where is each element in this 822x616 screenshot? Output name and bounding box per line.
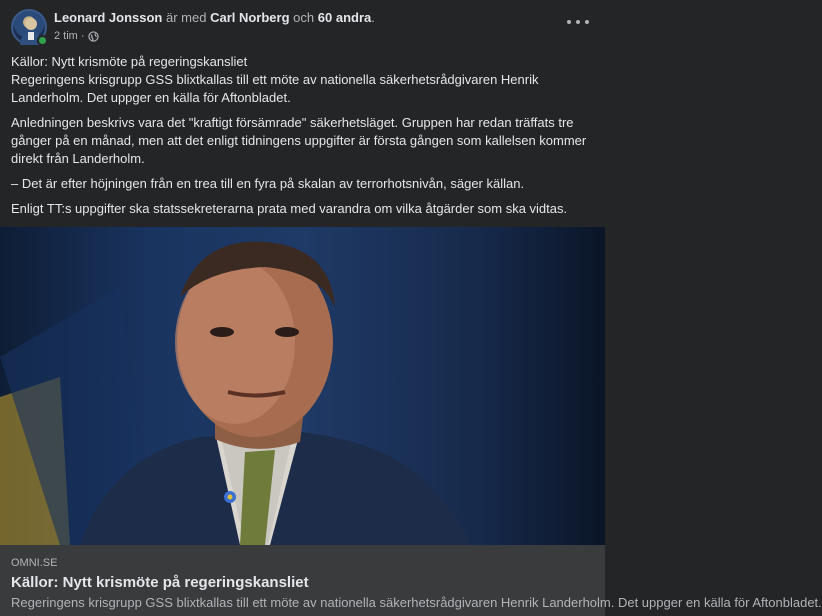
and-text: och bbox=[293, 10, 315, 25]
link-description: Regeringens krisgrupp GSS blixtkallas till ett möte av nationella säkerhetsrådgivaren Henrik Landerholm. Det uppger en källa för Aftonbladet. bbox=[11, 595, 822, 610]
post-paragraph bbox=[11, 53, 596, 107]
post-paragraph: Enligt TT:s uppgifter ska statssekreterarna prata med varandra om vilka åtgärder som ska vidtas. bbox=[11, 201, 568, 216]
online-status-dot bbox=[37, 35, 48, 46]
link-domain: OMNI.SE bbox=[11, 557, 58, 569]
portrait-photo bbox=[0, 227, 605, 545]
globe-icon[interactable] bbox=[88, 31, 99, 42]
more-options-button[interactable] bbox=[567, 15, 589, 29]
more-dot bbox=[576, 20, 580, 24]
period: . bbox=[371, 10, 375, 25]
link-title[interactable]: Källor: Nytt krismöte på regeringskansliet bbox=[11, 574, 309, 591]
post-header bbox=[11, 9, 595, 47]
post-paragraph: – Det är efter höjningen från en trea till en fyra på skalan av terrorhotsnivån, säger källan. bbox=[11, 176, 525, 191]
link-preview-card[interactable] bbox=[0, 227, 822, 616]
with-text: är med bbox=[165, 10, 207, 25]
post-meta bbox=[54, 29, 99, 43]
post-timestamp[interactable]: 2 tim bbox=[54, 30, 78, 42]
post-headline: Källor: Nytt krismöte på regeringskansliet bbox=[11, 54, 248, 69]
tagged-others[interactable]: 60 andra bbox=[317, 10, 372, 25]
author-name[interactable]: Leonard Jonsson bbox=[54, 10, 163, 25]
more-dot bbox=[585, 20, 589, 24]
post-lead: Regeringens krisgrupp GSS blixtkallas till ett möte av nationella säkerhetsrådgivaren Henrik Landerholm. Det uppger en källa för Aftonbladet. bbox=[11, 72, 539, 105]
post-paragraph: Anledningen beskrivs vara det "kraftigt försämrade" säkerhetsläget. Gruppen har redan träffats tre gånger på en månad, men att det enligt tidningens uppgifter är första gången som kallelsen kommer direkt från Landerholm. bbox=[11, 115, 587, 166]
author-line bbox=[54, 10, 375, 26]
tagged-person[interactable]: Carl Norberg bbox=[210, 10, 290, 25]
more-dot bbox=[567, 20, 571, 24]
post-body bbox=[11, 53, 596, 225]
meta-separator: · bbox=[80, 30, 85, 42]
link-preview-image[interactable] bbox=[0, 227, 605, 545]
link-preview-footer[interactable] bbox=[0, 545, 822, 616]
